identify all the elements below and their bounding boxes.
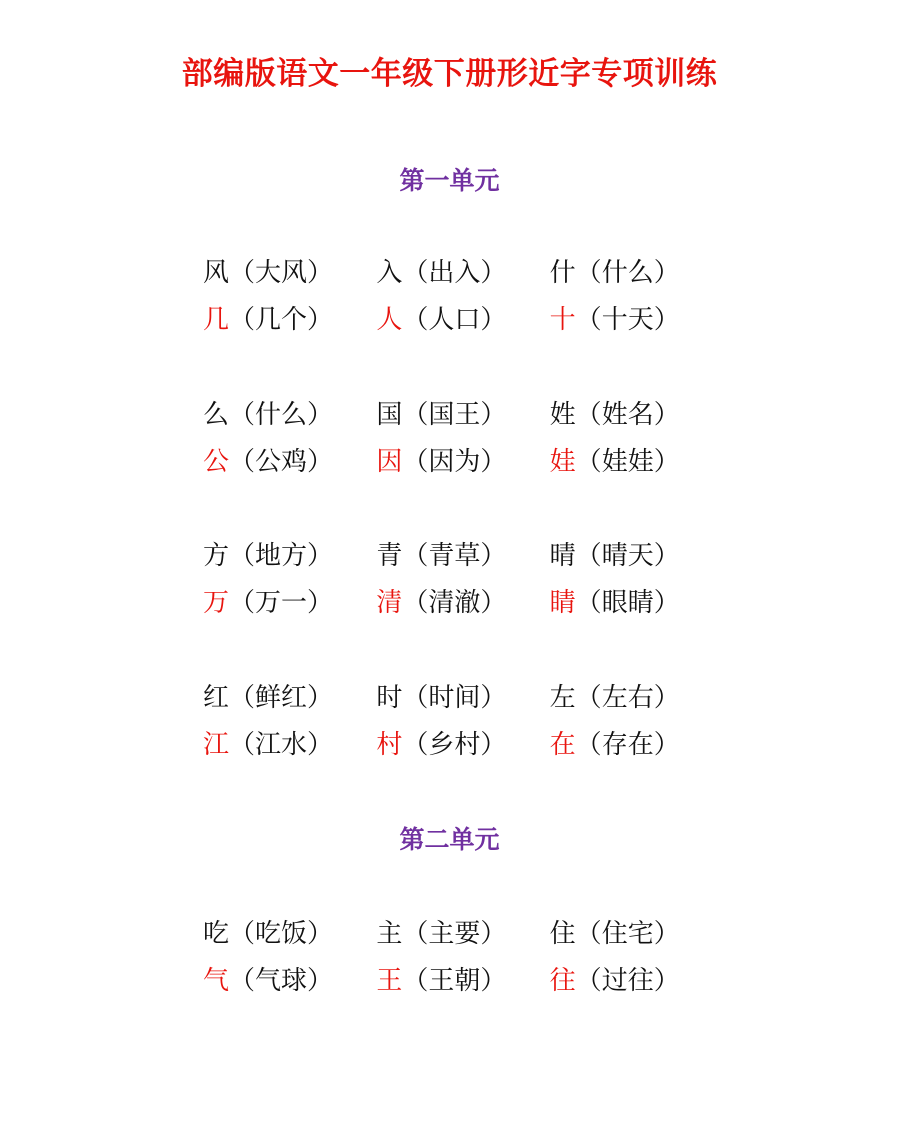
example-word: 万一	[255, 588, 308, 618]
word-pair: 往（过往）	[550, 960, 723, 997]
similar-character: 人	[376, 305, 403, 335]
word-pair: 娃（娃娃）	[550, 441, 723, 478]
example-word: 鲜红	[255, 683, 308, 713]
similar-character: 因	[376, 447, 403, 477]
similar-character: 万	[203, 588, 230, 618]
character: 入	[376, 258, 403, 288]
example-word: 眼睛	[601, 588, 654, 618]
example-word: 大风	[255, 258, 308, 288]
word-pair: 主（主要）	[376, 913, 549, 950]
word-pair: 人（人口）	[376, 299, 549, 336]
similar-character: 往	[549, 966, 576, 996]
similar-character: 王	[376, 966, 403, 996]
word-pair: 红（鲜红）	[203, 677, 376, 714]
example-word: 地方	[255, 541, 308, 571]
character: 左	[549, 683, 576, 713]
similar-character: 清	[376, 588, 403, 618]
word-row	[203, 530, 723, 577]
character: 晴	[549, 541, 576, 571]
example-word: 国王	[428, 400, 481, 430]
character: 住	[549, 919, 576, 949]
example-word: 时间	[428, 683, 481, 713]
word-row	[203, 389, 723, 436]
example-word: 娃娃	[601, 447, 654, 477]
character: 青	[376, 541, 403, 571]
example-word: 江水	[255, 730, 308, 760]
character: 方	[203, 541, 230, 571]
example-word: 十天	[601, 305, 654, 335]
example-word: 青草	[428, 541, 481, 571]
word-pair: 公（公鸡）	[203, 441, 376, 478]
similar-character: 村	[376, 730, 403, 760]
example-word: 姓名	[601, 400, 654, 430]
example-word: 因为	[428, 447, 481, 477]
word-pair: 么（什么）	[203, 394, 376, 431]
word-pair: 气（气球）	[203, 960, 376, 997]
example-word: 什么	[255, 400, 308, 430]
word-group	[203, 908, 723, 1002]
character: 风	[203, 258, 230, 288]
example-word: 晴天	[601, 541, 654, 571]
example-word: 公鸡	[255, 447, 308, 477]
word-pair: 十（十天）	[550, 299, 723, 336]
example-word: 出入	[428, 258, 481, 288]
word-row-similar	[203, 577, 723, 624]
similar-character: 公	[203, 447, 230, 477]
word-pair: 姓（姓名）	[550, 394, 723, 431]
word-pair: 晴（晴天）	[550, 535, 723, 572]
word-pair: 几（几个）	[203, 299, 376, 336]
word-row	[203, 908, 723, 955]
word-row-similar	[203, 955, 723, 1002]
similar-character: 江	[203, 730, 230, 760]
character: 什	[549, 258, 576, 288]
word-pair: 江（江水）	[203, 724, 376, 761]
example-word: 主要	[428, 919, 481, 949]
example-word: 气球	[255, 966, 308, 996]
word-row	[203, 247, 723, 294]
unit-heading-2: 第二单元	[399, 825, 500, 854]
character: 姓	[549, 400, 576, 430]
example-word: 人口	[428, 305, 481, 335]
word-pair: 因（因为）	[376, 441, 549, 478]
example-word: 清澈	[428, 588, 481, 618]
word-pair: 住（住宅）	[550, 913, 723, 950]
word-pair: 吃（吃饭）	[203, 913, 376, 950]
word-pair: 方（地方）	[203, 535, 376, 572]
unit-heading-1: 第一单元	[399, 166, 500, 195]
word-group	[203, 672, 723, 766]
word-pair: 什（什么）	[550, 252, 723, 289]
example-word: 乡村	[428, 730, 481, 760]
word-pair: 清（清澈）	[376, 582, 549, 619]
word-pair: 国（国王）	[376, 394, 549, 431]
word-pair: 村（乡村）	[376, 724, 549, 761]
word-pair: 时（时间）	[376, 677, 549, 714]
example-word: 住宅	[601, 919, 654, 949]
example-word: 过往	[601, 966, 654, 996]
word-pair: 万（万一）	[203, 582, 376, 619]
example-word: 王朝	[428, 966, 481, 996]
word-pair: 在（存在）	[550, 724, 723, 761]
similar-character: 几	[203, 305, 230, 335]
word-group	[203, 530, 723, 624]
character: 吃	[203, 919, 230, 949]
word-pair: 青（青草）	[376, 535, 549, 572]
example-word: 左右	[601, 683, 654, 713]
similar-character: 睛	[549, 588, 576, 618]
word-pair: 入（出入）	[376, 252, 549, 289]
character: 时	[376, 683, 403, 713]
word-row-similar	[203, 719, 723, 766]
similar-character: 娃	[549, 447, 576, 477]
word-group	[203, 247, 723, 341]
example-word: 什么	[601, 258, 654, 288]
example-word: 几个	[255, 305, 308, 335]
page-title: 部编版语文一年级下册形近字专项训练	[181, 56, 718, 92]
example-word: 存在	[601, 730, 654, 760]
word-pair: 王（王朝）	[376, 960, 549, 997]
character: 国	[376, 400, 403, 430]
word-pair: 左（左右）	[550, 677, 723, 714]
word-pair: 睛（眼睛）	[550, 582, 723, 619]
character: 红	[203, 683, 230, 713]
character: 么	[203, 400, 230, 430]
example-word: 吃饭	[255, 919, 308, 949]
word-pair: 风（大风）	[203, 252, 376, 289]
similar-character: 在	[549, 730, 576, 760]
word-row	[203, 672, 723, 719]
similar-character: 气	[203, 966, 230, 996]
word-row-similar	[203, 294, 723, 341]
similar-character: 十	[549, 305, 576, 335]
word-row-similar	[203, 436, 723, 483]
word-group	[203, 389, 723, 483]
character: 主	[376, 919, 403, 949]
